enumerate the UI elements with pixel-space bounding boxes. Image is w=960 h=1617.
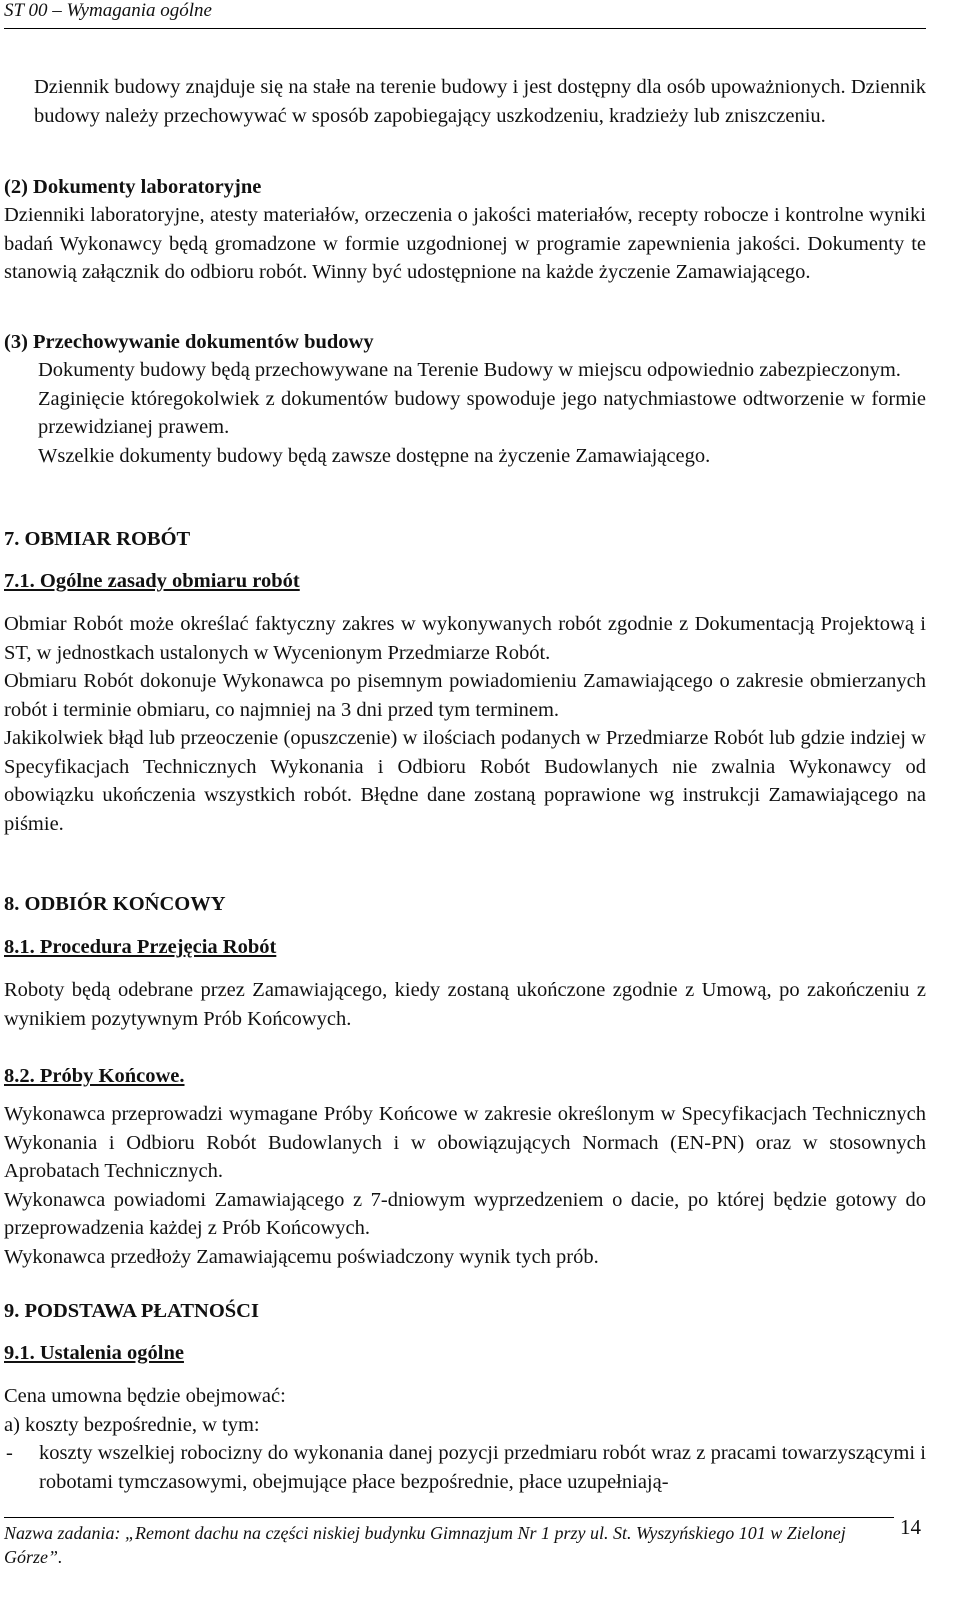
paragraph-site-diary: Dziennik budowy znajduje się na stałe na terenie budowy i jest dostępny dla osób upoważnionych. Dziennik budowy należy przechowywać w sposób zapobiegający uszkodzeniu, kradzieży lub zniszczeniu. <box>34 76 926 127</box>
list-heading-direct-costs: a) koszty bezpośrednie, w tym: <box>4 1413 260 1436</box>
footer-divider <box>4 1517 894 1518</box>
paragraph-measurement-errors: Jakikolwiek błąd lub przeoczenie (opuszczenie) w ilościach podanych w Przedmiarze Robót lub gdzie indziej w Specyfikacjach Technicznych Wykonania i Odbioru Robót Budowlanych nie zwalnia Wykonawcy od obowiązku ukończenia wszystkich robót. Błędne dane zostaną poprawione wg instrukcji Zamawiającego na piśmie. <box>4 727 926 835</box>
paragraph-measurement-procedure: Obmiaru Robót dokonuje Wykonawca po pisemnym powiadomieniu Zamawiającego o zakresie obmierzanych robót i terminie obmiaru, co najmniej na 3 dni przed tym terminem. <box>4 670 926 721</box>
section-9-1-body <box>4 1382 926 1496</box>
section-7-1-body <box>4 610 926 838</box>
paragraph-lost-documents: Zaginięcie któregokolwiek z dokumentów budowy spowoduje jego natychmiastowe odtworzenie w formie przewidzianej prawem. <box>38 387 926 438</box>
paragraph-measurement-scope: Obmiar Robót może określać faktyczny zakres w wykonywanych robót zgodnie z Dokumentacją Projektową i ST, w jednostkach ustalonych w Wycenionym Przedmiarze Robót. <box>4 613 926 664</box>
paragraph-storage-location: Dokumenty budowy będą przechowywane na Terenie Budowy w miejscu odpowiednio zabezpieczonym. <box>38 359 901 381</box>
section-heading-9: 9. PODSTAWA PŁATNOŚCI <box>4 1300 259 1322</box>
page-number: 14 <box>900 1515 921 1539</box>
paragraph-final-tests-result: Wykonawca przedłoży Zamawiającemu poświadczony wynik tych prób. <box>4 1245 599 1268</box>
header-divider <box>4 28 926 29</box>
paragraph-documents-available: Wszelkie dokumenty budowy będą zawsze dostępne na życzenie Zamawiającego. <box>38 444 711 467</box>
section-heading-7: 7. OBMIAR ROBÓT <box>4 528 191 550</box>
list-item-labor-costs: koszty wszelkiej robocizny do wykonania danej pozycji przedmiaru robót wraz z pracami towarzyszącymi i robotami tymczasowymi, obejmujące płace bezpośrednie, płace uzupełniają- <box>39 1442 926 1493</box>
paragraph-acceptance-procedure: Roboty będą odebrane przez Zamawiającego, kiedy zostaną ukończone zgodnie z Umową, po zakończeniu z wynikiem pozytywnym Prób Końcowych. <box>4 979 926 1030</box>
section-heading-8: 8. ODBIÓR KOŃCOWY <box>4 893 226 915</box>
list-item <box>4 1439 926 1496</box>
page-header-title: ST 00 – Wymagania ogólne <box>4 0 212 21</box>
paragraph-final-tests-notice: Wykonawca powiadomi Zamawiającego z 7-dniowym wyprzedzeniem o dacie, po której będzie gotowy do przeprowadzenia każdej z Prób Końcowych. <box>4 1188 926 1239</box>
storage-documents-body <box>38 356 926 470</box>
paragraph-lab-documents: Dzienniki laboratoryjne, atesty materiałów, orzeczenia o jakości materiałów, recepty robocze i kontrolne wyniki badań Wykonawcy będą gromadzone w formie uzgodnionej w programie zapewnienia jakości. Dokumenty te stanowią załącznik do odbioru robót. Winny być udostępnione na każde życzenie Zamawiającego. <box>4 204 926 283</box>
subsection-heading-9-1: 9.1. Ustalenia ogólne <box>4 1342 184 1364</box>
section-8-2-body <box>4 1100 926 1271</box>
subsection-heading-7-1: 7.1. Ogólne zasady obmiaru robót <box>4 570 300 592</box>
heading-storage-documents: (3) Przechowywanie dokumentów budowy <box>4 331 374 353</box>
subsection-heading-8-1: 8.1. Procedura Przejęcia Robót <box>4 936 277 958</box>
footer-task-name: Nazwa zadania: „Remont dachu na części niskiej budynku Gimnazjum Nr 1 przy ul. St. Wyszyńskiego 101 w Zielonej Górze”. <box>4 1523 846 1567</box>
heading-lab-documents: (2) Dokumenty laboratoryjne <box>4 176 262 198</box>
subsection-heading-8-2: 8.2. Próby Końcowe. <box>4 1065 185 1087</box>
paragraph-final-tests: Wykonawca przeprowadzi wymagane Próby Końcowe w zakresie określonym w Specyfikacjach Technicznych Wykonania i Odbioru Robót Budowlanych i w obowiązujących Normach (EN-PN) oraz w stosownych Aprobatach Technicznych. <box>4 1103 926 1182</box>
list-dash: - <box>6 1442 13 1464</box>
paragraph-contract-price: Cena umowna będzie obejmować: <box>4 1385 286 1407</box>
